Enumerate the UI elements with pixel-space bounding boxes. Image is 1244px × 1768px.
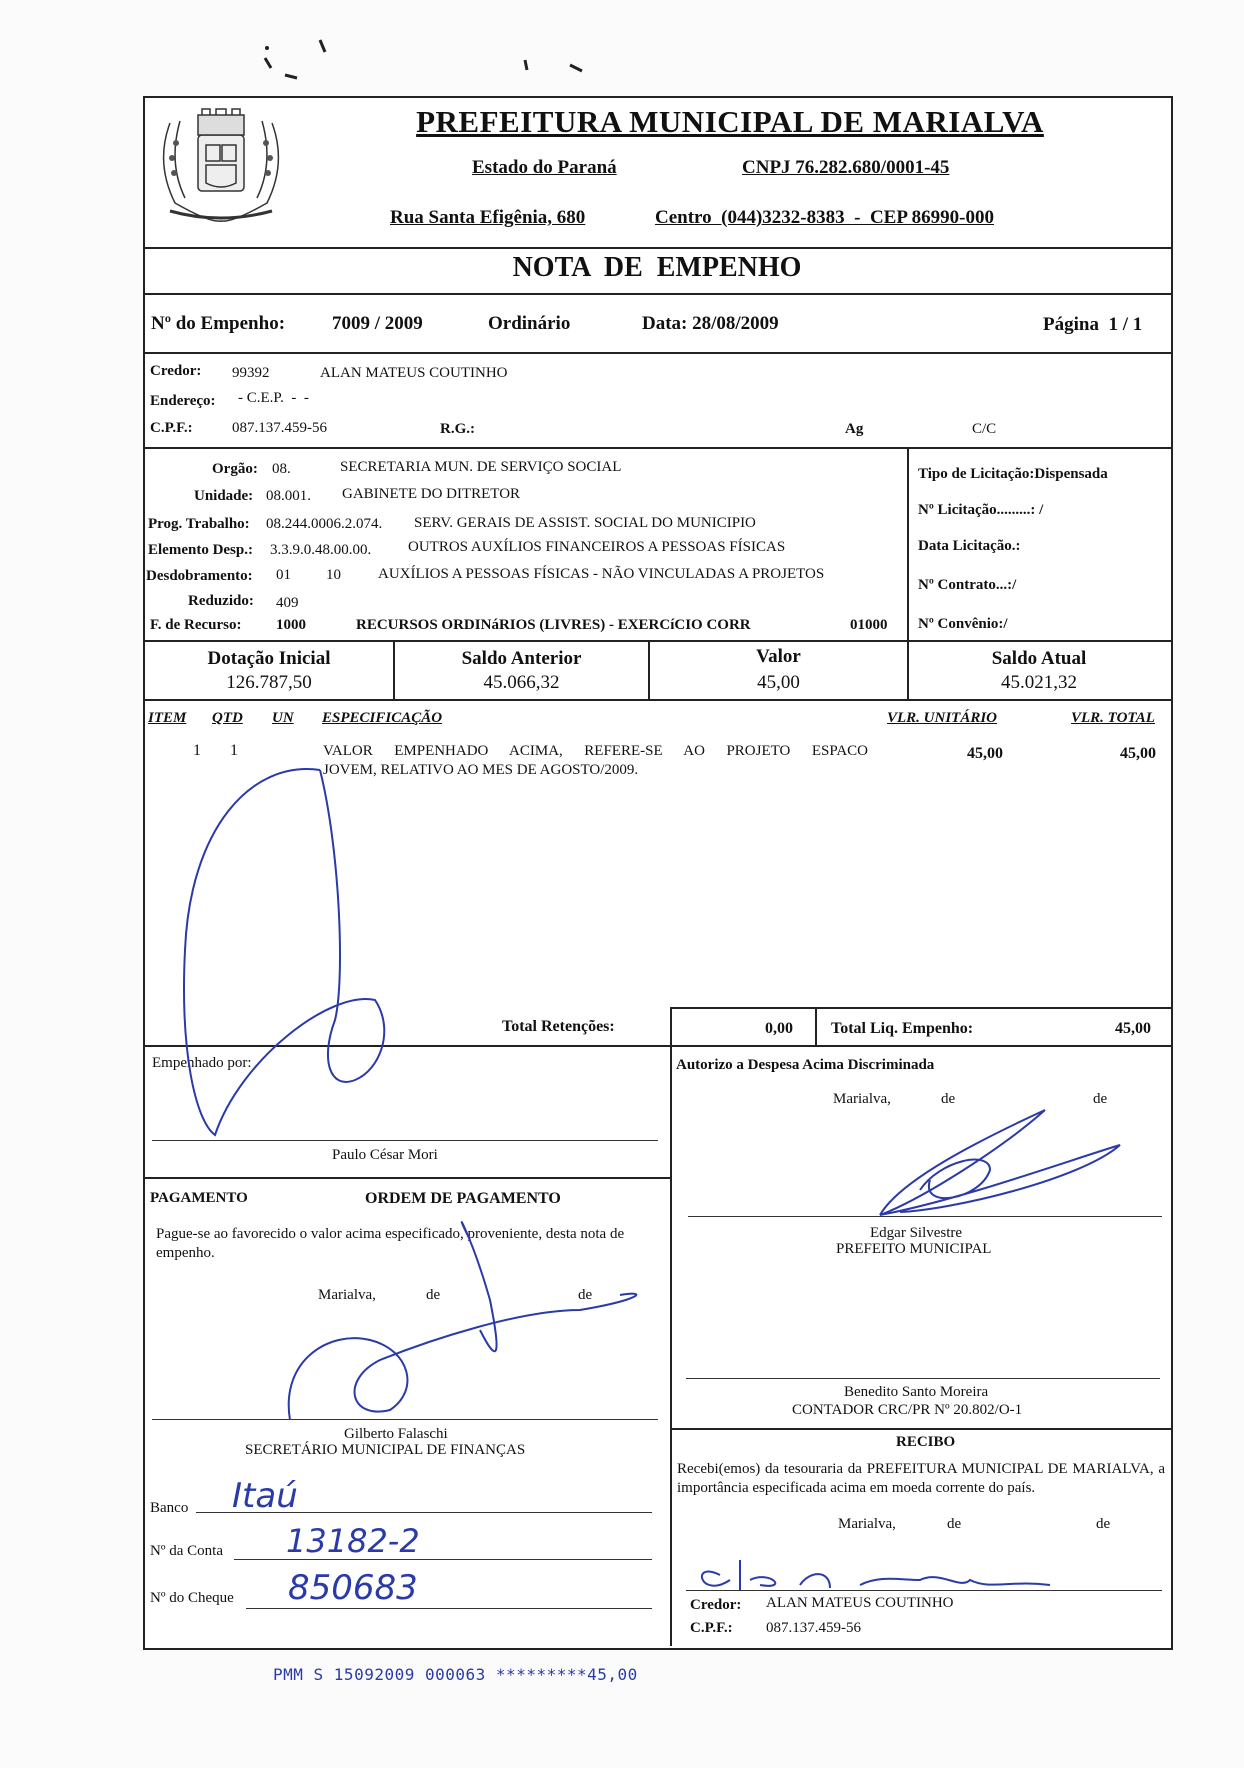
recibo-credor: ALAN MATEUS COUTINHO [766,1595,954,1611]
state-name: Estado do Paraná [472,157,617,178]
banco-label: Banco [150,1500,189,1516]
dotacao-label: Dotação Inicial [207,648,331,669]
pagamento-de2: de [578,1287,593,1303]
col-spec: ESPECIFICAÇÃO [322,710,443,726]
endereco-label: Endereço: [150,393,216,409]
divider [670,1045,672,1646]
cpf-value: 087.137.459-56 [232,420,327,436]
autorizo-role: PREFEITO MUNICIPAL [836,1241,992,1257]
recibo-de2: de [1096,1516,1111,1532]
recibo-credor-label: Credor: [690,1597,742,1613]
banco-handwritten: Itaú [232,1476,298,1516]
recurso-code: 1000 [276,617,306,633]
signature-line [152,1140,658,1141]
recibo-title: RECIBO [896,1434,956,1450]
coat-of-arms-logo [150,103,292,228]
pagamento-de1: de [426,1287,441,1303]
empenhado-name: Paulo César Mori [332,1147,438,1163]
desdobramento-b: 10 [326,567,341,583]
item-spec-line2: JOVEM, RELATIVO AO MES DE AGOSTO/2009. [323,762,639,778]
cnpj: CNPJ 76.282.680/0001-45 [742,157,950,178]
recibo-text: Recebi(emos) da tesouraria da PREFEITURA MUNICIPAL DE MARIALVA, a importância especificada acima em moeda corrente do país. [677,1461,1165,1496]
reduzido-value: 409 [276,595,299,611]
signature-line [152,1419,658,1420]
pagamento-text: Pague-se ao favorecido o valor acima especificado, proveniente, desta nota de empenho. [156,1226,625,1261]
recibo-cpf-label: C.P.F.: [690,1620,733,1636]
conta-handwritten: 13182-2 [286,1522,420,1560]
signature-line [688,1216,1162,1217]
ordem-pagamento-label: ORDEM DE PAGAMENTO [365,1190,561,1207]
signature-line [686,1378,1160,1379]
empenho-number-label: Nº do Empenho: [151,313,286,334]
desdobramento-label: Desdobramento: [146,568,253,584]
item-number: 1 [193,742,201,759]
cpf-label: C.P.F.: [150,420,193,436]
cheque-label: Nº do Cheque [150,1590,234,1606]
elemento-label: Elemento Desp.: [148,542,253,558]
divider [907,447,909,640]
col-un: UN [272,710,294,726]
saldo-anterior-label: Saldo Anterior [461,648,582,669]
recibo-de1: de [947,1516,962,1532]
numero-licitacao: Nº Licitação.........: / [918,502,1044,518]
ag-label: Ag [845,421,864,437]
empenho-type: Ordinário [488,313,571,334]
item-unit-value: 45,00 [967,745,1003,762]
autorizo-label: Autorizo a Despesa Acima Discriminada [676,1057,935,1073]
unidade-code: 08.001. [266,488,311,504]
credor-code: 99392 [232,365,270,381]
address-contact: Centro (044)3232-8383 - CEP 86990-000 [655,207,994,228]
col-unit: VLR. UNITÁRIO [887,710,998,726]
item-spec-line1: VALOR EMPENHADO ACIMA, REFERE-SE AO PROJETO ESPACO [323,743,868,759]
divider [143,352,1171,354]
numero-contrato: Nº Contrato...:/ [918,577,1017,593]
cheque-handwritten: 850683 [288,1568,418,1608]
col-total: VLR. TOTAL [1071,710,1155,726]
unidade-label: Unidade: [194,488,254,504]
numero-convenio: Nº Convênio:/ [918,616,1008,632]
saldo-anterior-value: 45.066,32 [483,672,560,693]
autorizo-de2: de [1093,1091,1108,1107]
recibo-city: Marialva, [838,1516,896,1532]
recurso-label: F. de Recurso: [150,617,242,633]
cheque-line [246,1608,652,1609]
divider [143,640,1171,642]
saldo-atual-label: Saldo Atual [991,648,1087,669]
autorizo-de1: de [941,1091,956,1107]
saldo-atual-value: 45.021,32 [1001,672,1077,693]
item-total-value: 45,00 [1120,745,1156,762]
contador-name: Benedito Santo Moreira [844,1384,989,1400]
doc-title: NOTA DE EMPENHO [512,252,802,283]
desdobramento-a: 01 [276,567,291,583]
data-licitacao: Data Licitação.: [918,538,1021,554]
signature-line [686,1590,1162,1591]
elemento-name: OUTROS AUXÍLIOS FINANCEIROS A PESSOAS FÍSICAS [408,539,786,555]
autorizo-city: Marialva, [833,1091,891,1107]
valor-label: Valor [756,646,801,667]
scan-marks [225,30,605,80]
orgao-label: Orgão: [212,461,258,477]
col-item: ITEM [148,710,187,726]
retencoes-label: Total Retenções: [502,1018,615,1035]
divider [670,1428,1171,1430]
empenhado-label: Empenhado por: [152,1055,252,1071]
address: Rua Santa Efigênia, 680 [390,207,586,228]
divider [143,1177,672,1179]
recurso-sub: 01000 [850,617,888,633]
valor-value: 45,00 [757,672,800,693]
divider [670,1007,672,1045]
pagamento-role: SECRETÁRIO MUNICIPAL DE FINANÇAS [245,1442,526,1458]
payment-stamp: PMM S 15092009 000063 *********45,00 [273,1665,638,1684]
cc-label: C/C [972,421,997,437]
page-number: Página 1 / 1 [1043,314,1143,335]
orgao-code: 08. [272,461,291,477]
dotacao-value: 126.787,50 [226,672,312,693]
divider [670,1007,1171,1009]
autorizo-signer: Edgar Silvestre [870,1225,963,1241]
desdobramento-name: AUXÍLIOS A PESSOAS FÍSICAS - NÃO VINCULADAS A PROJETOS [378,566,825,582]
prefeitura-title: PREFEITURA MUNICIPAL DE MARIALVA [416,104,1044,139]
divider [143,293,1171,295]
divider [815,1007,817,1045]
reduzido-label: Reduzido: [188,593,254,609]
contador-role: CONTADOR CRC/PR Nº 20.802/O-1 [792,1402,1023,1418]
divider [143,699,1171,701]
divider [143,247,1171,249]
total-liq-value: 45,00 [1115,1020,1151,1037]
prog-name: SERV. GERAIS DE ASSIST. SOCIAL DO MUNICIPIO [414,515,756,531]
prog-code: 08.244.0006.2.074. [266,516,383,532]
total-liq-label: Total Liq. Empenho: [831,1020,974,1037]
orgao-name: SECRETARIA MUN. DE SERVIÇO SOCIAL [340,459,622,475]
pagamento-city: Marialva, [318,1287,376,1303]
pagamento-label: PAGAMENTO [150,1190,248,1206]
rg-label: R.G.: [440,421,475,437]
credor-label: Credor: [150,363,202,379]
col-qtd: QTD [212,710,243,726]
empenho-date: Data: 28/08/2009 [642,313,779,334]
item-qtd: 1 [230,742,238,759]
retencoes-value: 0,00 [765,1020,793,1037]
endereco-value: - C.E.P. - - [238,390,309,406]
divider [143,1045,1171,1047]
unidade-name: GABINETE DO DITRETOR [342,486,521,502]
prog-label: Prog. Trabalho: [148,516,250,532]
empenho-number: 7009 / 2009 [332,313,423,334]
conta-label: Nº da Conta [150,1543,223,1559]
credor-name: ALAN MATEUS COUTINHO [320,365,508,381]
pagamento-signer: Gilberto Falaschi [344,1426,448,1442]
recibo-cpf: 087.137.459-56 [766,1620,861,1636]
divider [143,447,1171,449]
elemento-code: 3.3.9.0.48.00.00. [270,542,372,558]
recurso-name: RECURSOS ORDINáRIOS (LIVRES) - EXERCíCIO CORR [356,617,751,633]
tipo-licitacao: Tipo de Licitação:Dispensada [918,466,1108,482]
